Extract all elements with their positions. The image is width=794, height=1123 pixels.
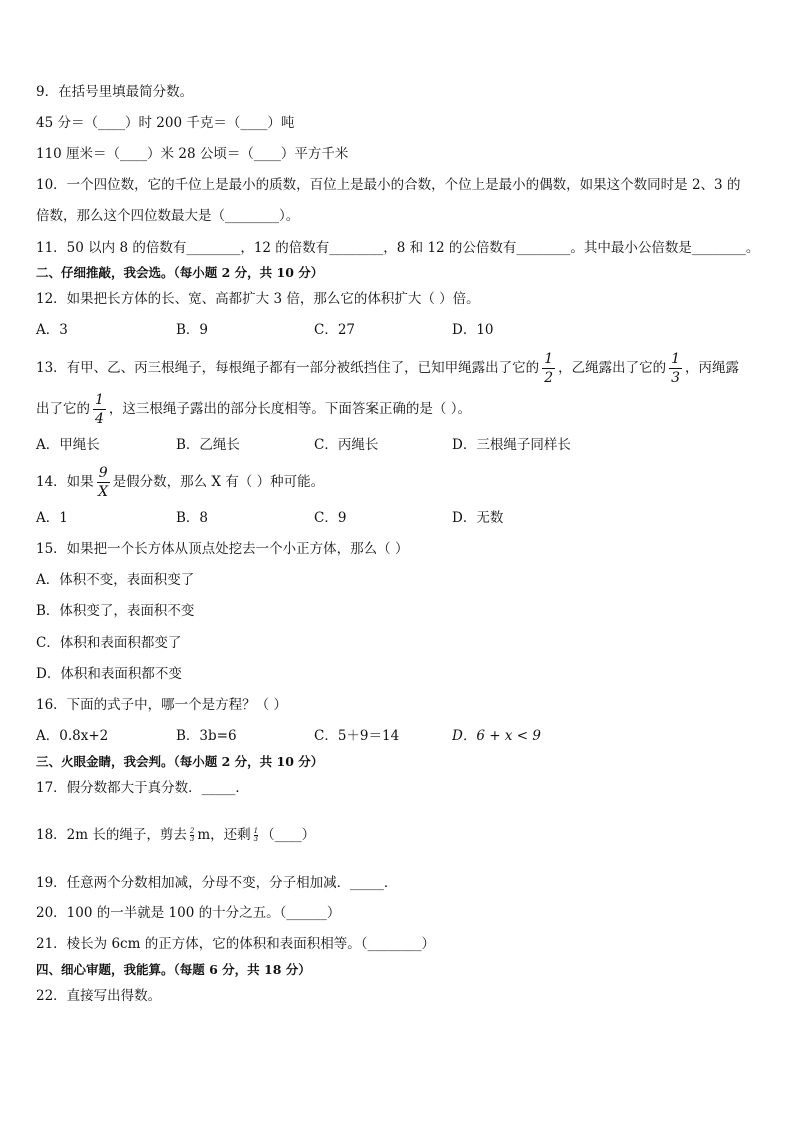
q13-text-1: 13．有甲、乙、丙三根绳子，每根绳子都有一部分被纸挡住了，已知甲绳露出了它的 — [36, 360, 540, 376]
q15-stem: 15．如果把一个长方体从顶点处挖去一个小正方体，那么（ ） — [36, 541, 409, 557]
fraction-denominator: 4 — [95, 411, 104, 427]
fraction-numerator: 1 — [95, 392, 104, 408]
fraction-denominator: 2 — [544, 370, 554, 386]
section-4-heading: 四、细心审题，我能算。（每题 6 分，共 18 分） — [36, 962, 311, 977]
q15-option-a: A．体积不变，表面积变了 — [36, 572, 195, 588]
q11: 11．50 以内 8 的倍数有________，12 的倍数有________，8 和 12 的公倍数有________。其中最小公倍数是________。 — [36, 240, 760, 256]
q13-line1 — [36, 350, 739, 386]
q16-option-a: A．0.8x+2 — [36, 728, 109, 744]
fraction-numerator: 1 — [253, 827, 259, 835]
fraction-denominator: 3 — [253, 835, 259, 843]
fraction-numerator: 2 — [189, 827, 195, 835]
q12-option-a: A．3 — [36, 322, 68, 338]
q14-text-2: 是假分数，那么 X 有（ ）种可能。 — [112, 474, 325, 490]
q13-text-4: 出了它的 — [36, 401, 90, 417]
fraction-numerator: 1 — [671, 351, 681, 367]
q18-fraction-a — [190, 828, 194, 843]
q15-option-b: B．体积变了，表面积不变 — [36, 603, 195, 619]
q15-option-c: C．体积和表面积都变了 — [36, 635, 182, 651]
q14-option-b: B．8 — [176, 510, 209, 526]
q18-line — [36, 820, 315, 850]
q13-option-d: D．三根绳子同样长 — [452, 437, 571, 453]
q18-fraction-b — [254, 828, 258, 843]
q17: 17．假分数都大于真分数．_____． — [36, 780, 249, 796]
q9-title: 9．在括号里填最简分数。 — [36, 84, 194, 100]
q16-stem: 16．下面的式子中，哪一个是方程？（ ） — [36, 697, 287, 713]
q21: 21．棱长为 6cm 的正方体，它的体积和表面积相等。（________） — [36, 936, 435, 952]
q12-stem: 12．如果把长方体的长、宽、高都扩大 3 倍，那么它的体积扩大（ ）倍。 — [36, 291, 480, 307]
fraction-denominator: 3 — [189, 835, 195, 843]
q13-text-5: ，这三根绳子露出的部分长度相等。下面答案正确的是（ ）。 — [108, 401, 471, 417]
q19: 19．任意两个分数相加减，分母不变，分子相加减．_____． — [36, 875, 398, 891]
q14-fraction — [97, 466, 110, 499]
q10-line1: 10．一个四位数，它的千位上是最小的质数，百位上是最小的合数，个位上是最小的偶数，如果这个数同时是 2、3 的 — [36, 177, 741, 193]
q18-text-1: 18．2m 长的绳子，剪去 — [36, 827, 187, 843]
fraction-denominator: 3 — [671, 370, 681, 386]
q13-option-b: B．乙绳长 — [176, 437, 240, 453]
fraction-numerator: 9 — [98, 465, 108, 481]
q10-line2: 倍数，那么这个四位数最大是（________）。 — [36, 208, 300, 224]
q14-option-a: A．1 — [36, 510, 68, 526]
q13-line2 — [36, 391, 471, 427]
q12-option-b: B．9 — [176, 322, 209, 338]
q16-option-d: D．6 + x < 9 — [452, 728, 541, 744]
q13-fraction-third — [669, 352, 682, 385]
fraction-denominator: X — [98, 484, 109, 500]
fraction-numerator: 1 — [544, 351, 554, 367]
q13-fraction-quarter — [93, 393, 106, 426]
q20: 20．100 的一半就是 100 的十分之五。（______） — [36, 905, 341, 921]
q13-option-a: A．甲绳长 — [36, 437, 100, 453]
q22: 22．直接写出得数。 — [36, 988, 162, 1004]
q13-text-2: ，乙绳露出了它的 — [558, 360, 667, 376]
section-2-heading: 二、仔细推敲，我会选。（每小题 2 分，共 10 分） — [36, 265, 324, 280]
q16-option-b: B．3b=6 — [176, 728, 237, 744]
q9-row2: 110 厘米＝（____）米 28 公顷＝（____）平方千米 — [36, 146, 349, 162]
q14-option-d: D．无数 — [452, 510, 504, 526]
q14-option-c: C．9 — [314, 510, 347, 526]
q16-option-c: C．5＋9＝14 — [314, 728, 400, 744]
q13-option-c: C．丙绳长 — [314, 437, 379, 453]
q13-fraction-half — [542, 352, 555, 385]
section-3-heading: 三、火眼金睛，我会判。（每小题 2 分，共 10 分） — [36, 754, 324, 769]
q14-line — [36, 464, 324, 500]
q14-text-1: 14．如果 — [36, 474, 94, 490]
q12-option-c: C．27 — [314, 322, 356, 338]
q12-option-d: D．10 — [452, 322, 494, 338]
q13-text-3: ，丙绳露 — [685, 360, 740, 376]
q18-text-3: （____） — [261, 827, 316, 843]
q15-option-d: D．体积和表面积都不变 — [36, 666, 182, 682]
q18-text-2: m，还剩 — [197, 827, 251, 843]
q9-row1: 45 分＝（____）时 200 千克＝（____）吨 — [36, 115, 295, 131]
